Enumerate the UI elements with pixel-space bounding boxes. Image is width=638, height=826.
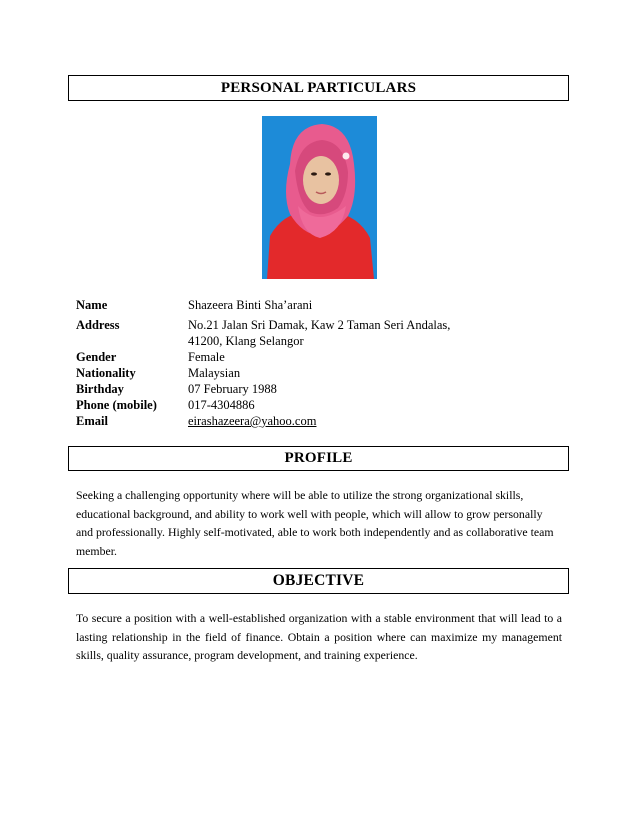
birthday-label: Birthday (76, 382, 124, 396)
portrait-illustration (262, 116, 377, 279)
gender-label: Gender (76, 350, 117, 364)
detail-row-address (76, 317, 556, 349)
objective-paragraph: To secure a position with a well-established organization with a stable environment that will lead to a lasting relationship in the field of finance. Obtain a position where can maximize my management skills, quality assurance, program development, and training experience. (76, 611, 562, 662)
objective-heading (68, 568, 569, 594)
phone-value: 017-4304886 (188, 398, 255, 412)
detail-row-phone (76, 397, 556, 413)
birthday-value: 07 February 1988 (188, 382, 277, 396)
personal-particulars-title: PERSONAL PARTICULARS (220, 79, 417, 96)
detail-row-birthday (76, 381, 556, 397)
detail-row-nationality (76, 365, 556, 381)
profile-photo (262, 116, 377, 279)
address-value (188, 317, 556, 349)
email-label: Email (76, 414, 108, 428)
detail-row-name (76, 297, 556, 313)
name-label: Name (76, 298, 108, 312)
address-line-1: No.21 Jalan Sri Damak, Kaw 2 Taman Seri Andalas, (188, 318, 451, 332)
profile-paragraph: Seeking a challenging opportunity where will be able to utilize the strong organizational skills, educational background, and ability to work well with people, which will allow to grow personally and professionally. Highly self-motivated, able to work both independently and as collaborative team member. (76, 488, 554, 558)
personal-particulars-heading (68, 75, 569, 101)
profile-heading (68, 446, 569, 471)
detail-row-email (76, 413, 556, 429)
nationality-value: Malaysian (188, 366, 241, 380)
email-link[interactable]: eirashazeera@yahoo.com (188, 414, 317, 428)
name-value: Shazeera Binti Sha’arani (188, 298, 313, 312)
objective-title: OBJECTIVE (272, 572, 365, 589)
phone-label: Phone (mobile) (76, 398, 157, 412)
nationality-label: Nationality (76, 366, 136, 380)
address-line-2: 41200, Klang Selangor (188, 334, 304, 348)
detail-row-gender (76, 349, 556, 365)
personal-details (76, 297, 556, 429)
gender-value: Female (188, 350, 225, 364)
address-label: Address (76, 318, 120, 332)
profile-title: PROFILE (284, 450, 353, 466)
